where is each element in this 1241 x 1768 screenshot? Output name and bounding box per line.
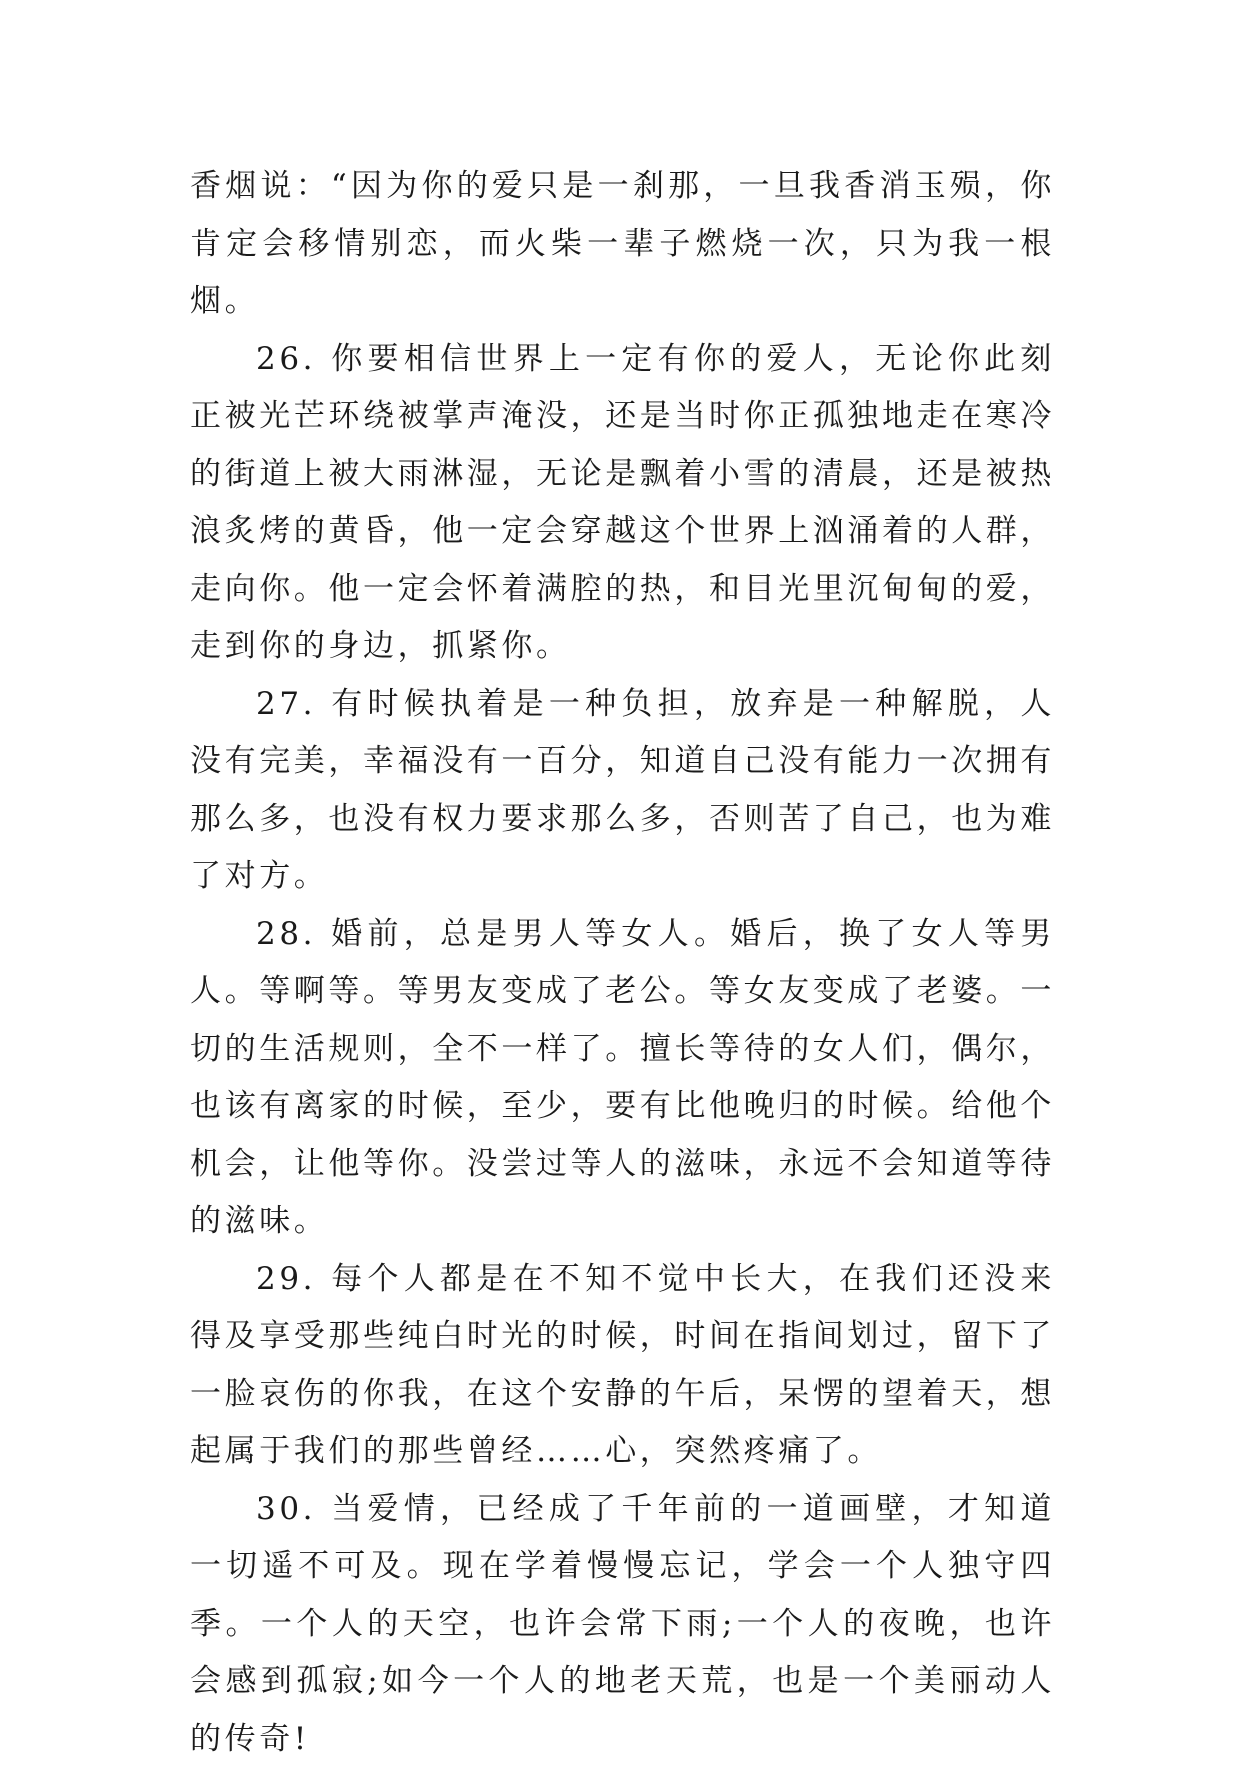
paragraph-26: 26. 你要相信世界上一定有你的爱人，无论你此刻正被光芒环绕被掌声淹没，还是当时你正孤独地走在寒冷的街道上被大雨淋湿，无论是飘着小雪的清晨，还是被热浪炙烤的黄昏，他一定会穿越这个世界上汹涌着的人群，走向你。他一定会怀着满腔的热，和目光里沉甸甸的爱，走到你的身边，抓紧你。	[190, 331, 1055, 676]
paragraph-25-continued: 香烟说：“因为你的爱只是一刹那，一旦我香消玉殒，你肯定会移情别恋，而火柴一辈子燃烧一次，只为我一根烟。	[190, 158, 1055, 331]
paragraph-27: 27. 有时候执着是一种负担，放弃是一种解脱，人没有完美，幸福没有一百分，知道自己没有能力一次拥有那么多，也没有权力要求那么多，否则苦了自己，也为难了对方。	[190, 676, 1055, 906]
paragraph-30: 30. 当爱情，已经成了千年前的一道画壁，才知道一切遥不可及。现在学着慢慢忘记，学会一个人独守四季。一个人的天空，也许会常下雨;一个人的夜晚，也许会感到孤寂;如今一个人的地老天荒，也是一个美丽动人的传奇!	[190, 1481, 1055, 1768]
document-body	[190, 158, 1055, 1768]
paragraph-29: 29. 每个人都是在不知不觉中长大，在我们还没来得及享受那些纯白时光的时候，时间在指间划过，留下了一脸哀伤的你我，在这个安静的午后，呆愣的望着天，想起属于我们的那些曾经……心，突然疼痛了。	[190, 1251, 1055, 1481]
paragraph-28: 28. 婚前，总是男人等女人。婚后，换了女人等男人。等啊等。等男友变成了老公。等女友变成了老婆。一切的生活规则，全不一样了。擅长等待的女人们，偶尔，也该有离家的时候，至少，要有比他晚归的时候。给他个机会，让他等你。没尝过等人的滋味，永远不会知道等待的滋味。	[190, 906, 1055, 1251]
